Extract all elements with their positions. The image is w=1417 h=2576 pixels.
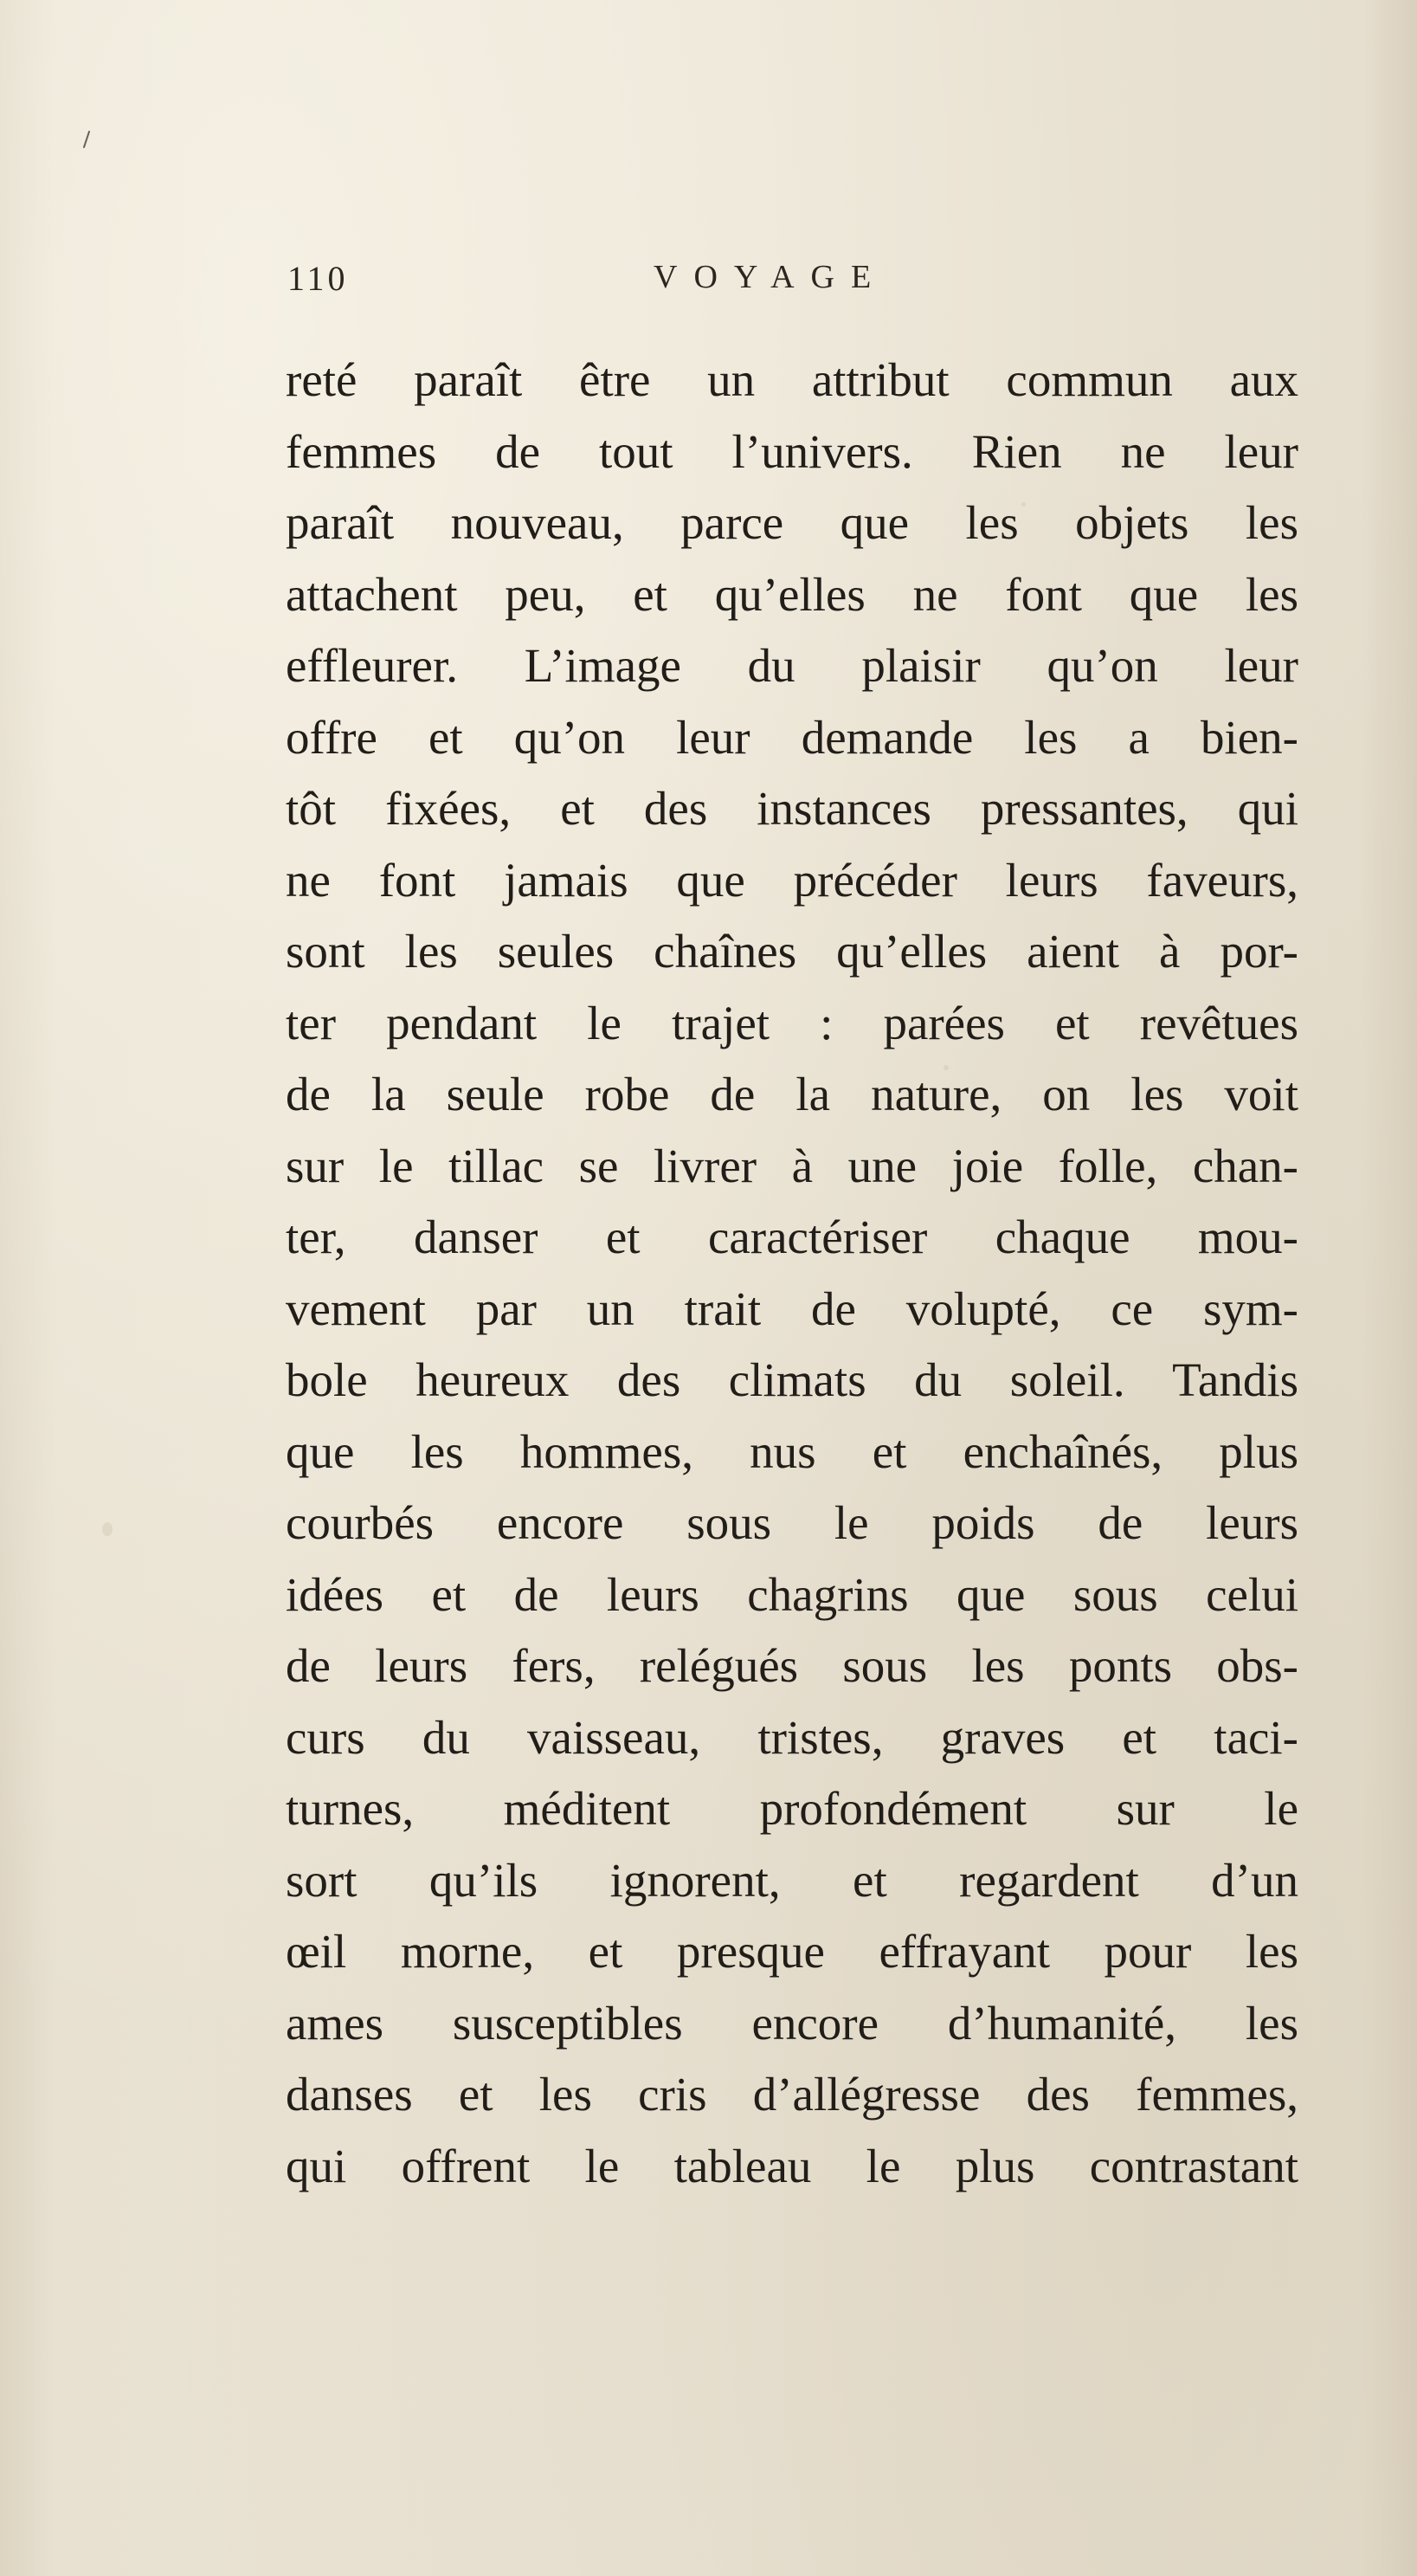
- running-title: VOYAGE: [654, 259, 888, 295]
- text-line: ter, danser et caractériser chaque mou-: [286, 1211, 1298, 1263]
- text-line: danses et les cris d’allégresse des femmes,: [286, 2068, 1298, 2121]
- text-line: reté paraît être un attribut commun aux: [286, 353, 1298, 406]
- page-number: 110: [287, 259, 349, 298]
- text-line: ter pendant le trajet : parées et revêtues: [286, 996, 1298, 1049]
- text-line: curs du vaisseau, tristes, graves et taci-: [286, 1710, 1298, 1764]
- text-line: idées et de leurs chagrins que sous celui: [286, 1567, 1298, 1621]
- text-line: effleurer. L’image du plaisir qu’on leur: [286, 639, 1298, 692]
- text-line: qui offrent le tableau le plus contrastant: [286, 2139, 1298, 2192]
- body-text: [286, 345, 1298, 2202]
- text-line: femmes de tout l’univers. Rien ne leur: [286, 424, 1298, 478]
- text-line: œil morne, et presque effrayant pour les: [286, 1925, 1298, 1978]
- text-line: attachent peu, et qu’elles ne font que les: [286, 567, 1298, 621]
- text-line: ne font jamais que précéder leurs faveurs,: [286, 853, 1298, 907]
- text-line: bole heureux des climats du soleil. Tandis: [286, 1353, 1298, 1406]
- text-line: ames susceptibles encore d’humanité, les: [286, 1996, 1298, 2050]
- text-line: courbés encore sous le poids de leurs: [286, 1496, 1298, 1549]
- text-line: turnes, méditent profondément sur le: [286, 1782, 1298, 1835]
- text-line: sont les seules chaînes qu’elles aient à por-: [286, 925, 1298, 978]
- text-line: offre et qu’on leur demande les a bien-: [286, 710, 1298, 764]
- text-line: sort qu’ils ignorent, et regardent d’un: [286, 1853, 1298, 1907]
- text-line: de la seule robe de la nature, on les voit: [286, 1068, 1298, 1120]
- text-line: vement par un trait de volupté, ce sym-: [286, 1282, 1298, 1335]
- text-line: de leurs fers, relégués sous les ponts obs-: [286, 1639, 1298, 1692]
- running-head: [0, 258, 1417, 310]
- text-line: sur le tillac se livrer à une joie folle, chan-: [286, 1139, 1298, 1192]
- text-line: tôt fixées, et des instances pressantes, qui: [286, 782, 1298, 835]
- text-line: paraît nouveau, parce que les objets les: [286, 496, 1298, 549]
- paper-spot: [102, 1522, 113, 1536]
- pencil-mark-icon: [82, 130, 91, 149]
- text-line: que les hommes, nus et enchaînés, plus: [286, 1424, 1298, 1478]
